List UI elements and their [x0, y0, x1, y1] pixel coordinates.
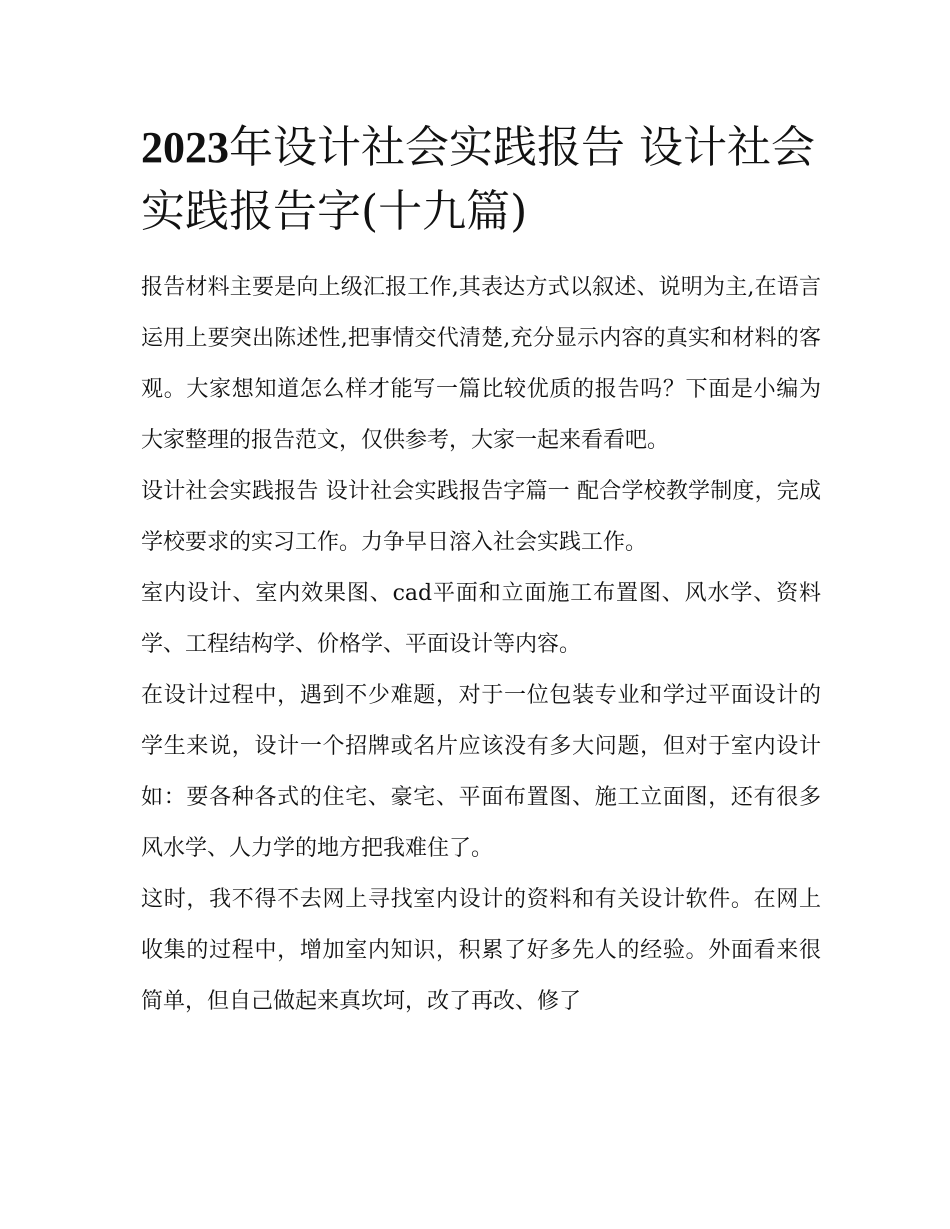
title-year: 2023 [141, 123, 229, 172]
title-text: 年设计社会实践报告 设计社会实践报告字(十九篇) [141, 122, 815, 237]
paragraph-1: 设计社会实践报告 设计社会实践报告字篇一 配合学校教学制度，完成学校要求的实习工作。力争早日溶入社会实践工作。 [141, 479, 821, 555]
document-body [141, 116, 821, 1027]
paragraph-4: 这时，我不得不去网上寻找室内设计的资料和有关设计软件。在网上收集的过程中，增加室内知识，积累了好多先人的经验。外面看来很简单，但自己做起来真坎坷，改了再改、修了 [141, 887, 821, 1014]
paragraph-3: 在设计过程中，遇到不少难题，对于一位包装专业和学过平面设计的学生来说，设计一个招牌或名片应该没有多大问题，但对于室内设计如：要各种各式的住宅、豪宅、平面布置图、施工立面图，还有很多风水学、人力学的地方把我难住了。 [141, 683, 821, 861]
paragraph-intro: 报告材料主要是向上级汇报工作,其表达方式以叙述、说明为主,在语言运用上要突出陈述性,把事情交代清楚,充分显示内容的真实和材料的客观。大家想知道怎么样才能写一篇比较优质的报告吗？下面是小编为大家整理的报告范文，仅供参考，大家一起来看看吧。 [141, 275, 821, 453]
paragraph-2: 室内设计、室内效果图、cad平面和立面施工布置图、风水学、资料学、工程结构学、价格学、平面设计等内容。 [141, 581, 821, 657]
document-title [141, 116, 821, 244]
